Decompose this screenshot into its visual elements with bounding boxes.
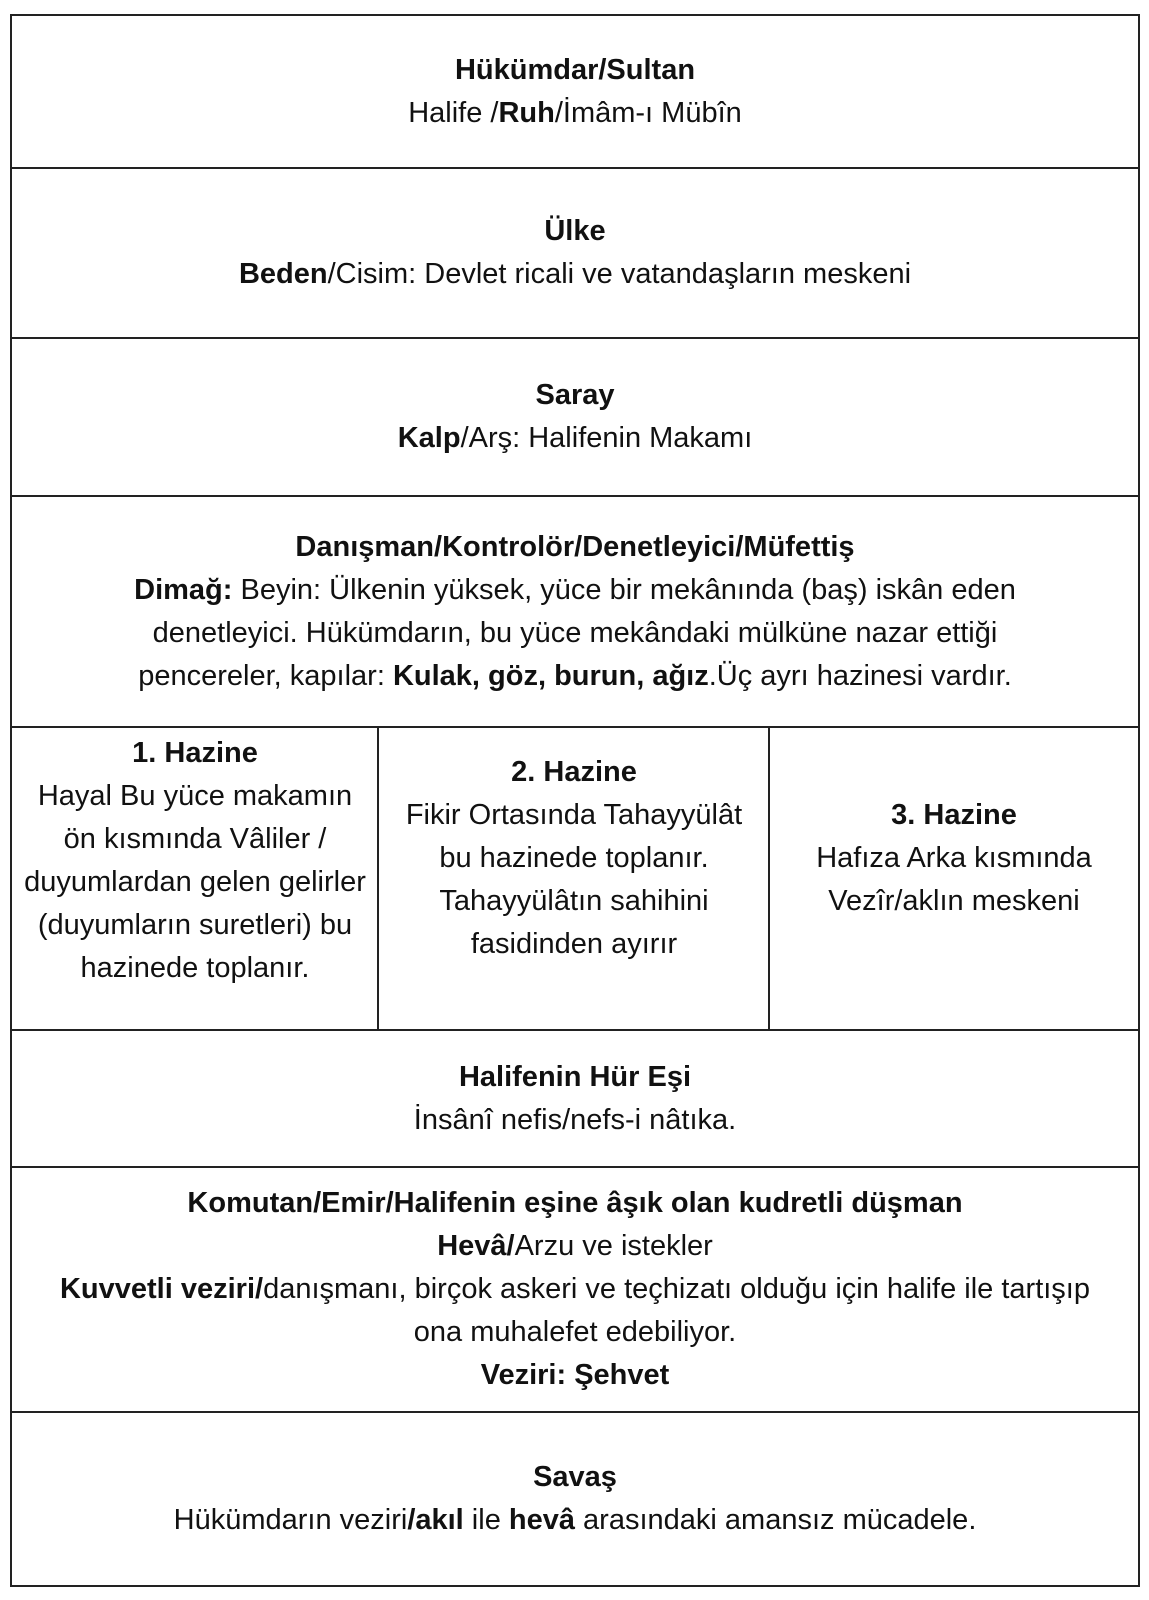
section-danisman (12, 497, 1138, 728)
section-hazine (12, 728, 1138, 1031)
saray-line: Kalp/Arş: Halifenin Makamı (397, 422, 753, 454)
komutan-line2: Kuvvetli veziri/danışmanı, birçok askeri ve teçhizatı olduğu için halife ile tartışıp ona muhalefet edebiliyor. (59, 1273, 1090, 1348)
ulke-line: Beden/Cisim: Devlet ricali ve vatandaşların meskeni (238, 258, 912, 290)
savas-title: Savaş (533, 1461, 617, 1493)
komutan-title: Komutan/Emir/Halifenin eşine âşık olan kudretli düşman (187, 1187, 963, 1219)
saray-title: Saray (535, 379, 615, 411)
section-savas (12, 1413, 1138, 1585)
hazine-1-text: Hayal Bu yüce makamın ön kısmında Vâliler / duyumlardan gelen gelirler (duyumların suretleri) bu hazinede toplanır. (24, 780, 366, 984)
ulke-title: Ülke (544, 215, 606, 247)
hazine-3-title: 3. Hazine (891, 799, 1017, 831)
komutan-line1: Hevâ/Arzu ve istekler (437, 1230, 713, 1262)
hazine-2 (379, 728, 769, 1029)
sultan-line: Halife /Ruh/İmâm-ı Mübîn (408, 96, 742, 129)
section-ulke (12, 169, 1138, 339)
sultan-title: Hükümdar/Sultan (454, 53, 696, 86)
hazine-2-text: Fikir Ortasında Tahayyülât bu hazinede toplanır. Tahayyülâtın sahihini fasidinden ayırır (405, 799, 743, 960)
concept-table (10, 14, 1140, 1587)
es-line: İnsânî nefis/nefs-i nâtıka. (413, 1103, 737, 1136)
es-title: Halifenin Hür Eşi (458, 1060, 692, 1093)
hazine-3 (770, 728, 1138, 1029)
komutan-line3: Veziri: Şehvet (480, 1359, 670, 1391)
danisman-body: Dimağ: Beyin: Ülkenin yüksek, yüce bir mekânında (baş) iskân eden denetleyici. Hükümdarın, bu yüce mekândaki mülküne nazar ettiği pencereler, kapılar: Kulak, göz, burun, ağız.Üç ayrı hazinesi vardır. (134, 573, 1016, 692)
hazine-3-text: Hafıza Arka kısmında Vezîr/aklın meskeni (816, 842, 1092, 917)
hazine-2-title: 2. Hazine (511, 756, 637, 788)
hazine-1-title: 1. Hazine (132, 737, 258, 769)
danisman-title: Danışman/Kontrolör/Denetleyici/Müfettiş (295, 530, 855, 563)
section-saray (12, 339, 1138, 497)
savas-line: Hükümdarın veziri/akıl ile hevâ arasındaki amansız mücadele. (173, 1504, 977, 1536)
hazine-1 (12, 728, 378, 1029)
section-komutan (12, 1168, 1138, 1413)
section-es (12, 1031, 1138, 1168)
section-sultan (12, 16, 1138, 169)
